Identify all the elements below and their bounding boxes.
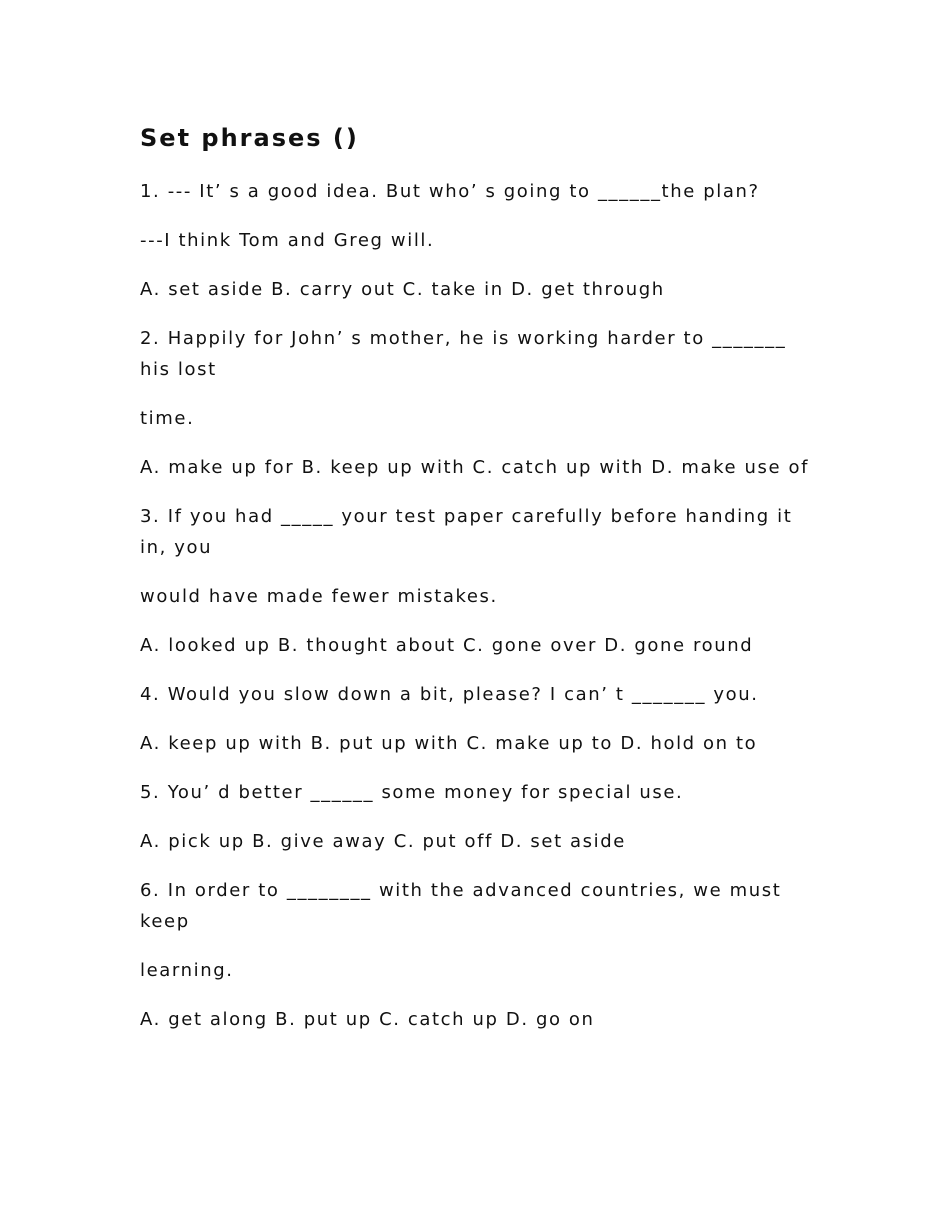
question-1-stem: 1. --- It’ s a good idea. But who’ s going to ______the plan? xyxy=(140,181,760,202)
question-1-reply: ---I think Tom and Greg will. xyxy=(140,230,435,251)
question-2-stem-continued: time. xyxy=(140,408,195,429)
question-3-stem-continued: would have made fewer mistakes. xyxy=(140,586,498,607)
question-2-stem: 2. Happily for John’ s mother, he is working harder to _______ his lost xyxy=(140,328,787,380)
question-6-stem: 6. In order to ________ with the advanced countries, we must keep xyxy=(140,880,782,932)
question-6-options: A. get along B. put up C. catch up D. go on xyxy=(140,1009,595,1030)
document-page xyxy=(140,120,820,1035)
question-3-options: A. looked up B. thought about C. gone over D. gone round xyxy=(140,635,754,656)
question-6-stem-continued: learning. xyxy=(140,960,234,981)
question-4-options: A. keep up with B. put up with C. make up to D. hold on to xyxy=(140,733,758,754)
question-1-options: A. set aside B. carry out C. take in D. get through xyxy=(140,279,665,300)
question-3-stem: 3. If you had _____ your test paper carefully before handing it in, you xyxy=(140,506,793,558)
question-4-stem: 4. Would you slow down a bit, please? I can’ t _______ you. xyxy=(140,684,759,705)
document-title: Set phrases () xyxy=(140,124,359,152)
question-5-options: A. pick up B. give away C. put off D. set aside xyxy=(140,831,626,852)
question-5-stem: 5. You’ d better ______ some money for special use. xyxy=(140,782,684,803)
question-2-options: A. make up for B. keep up with C. catch up with D. make use of xyxy=(140,457,810,478)
